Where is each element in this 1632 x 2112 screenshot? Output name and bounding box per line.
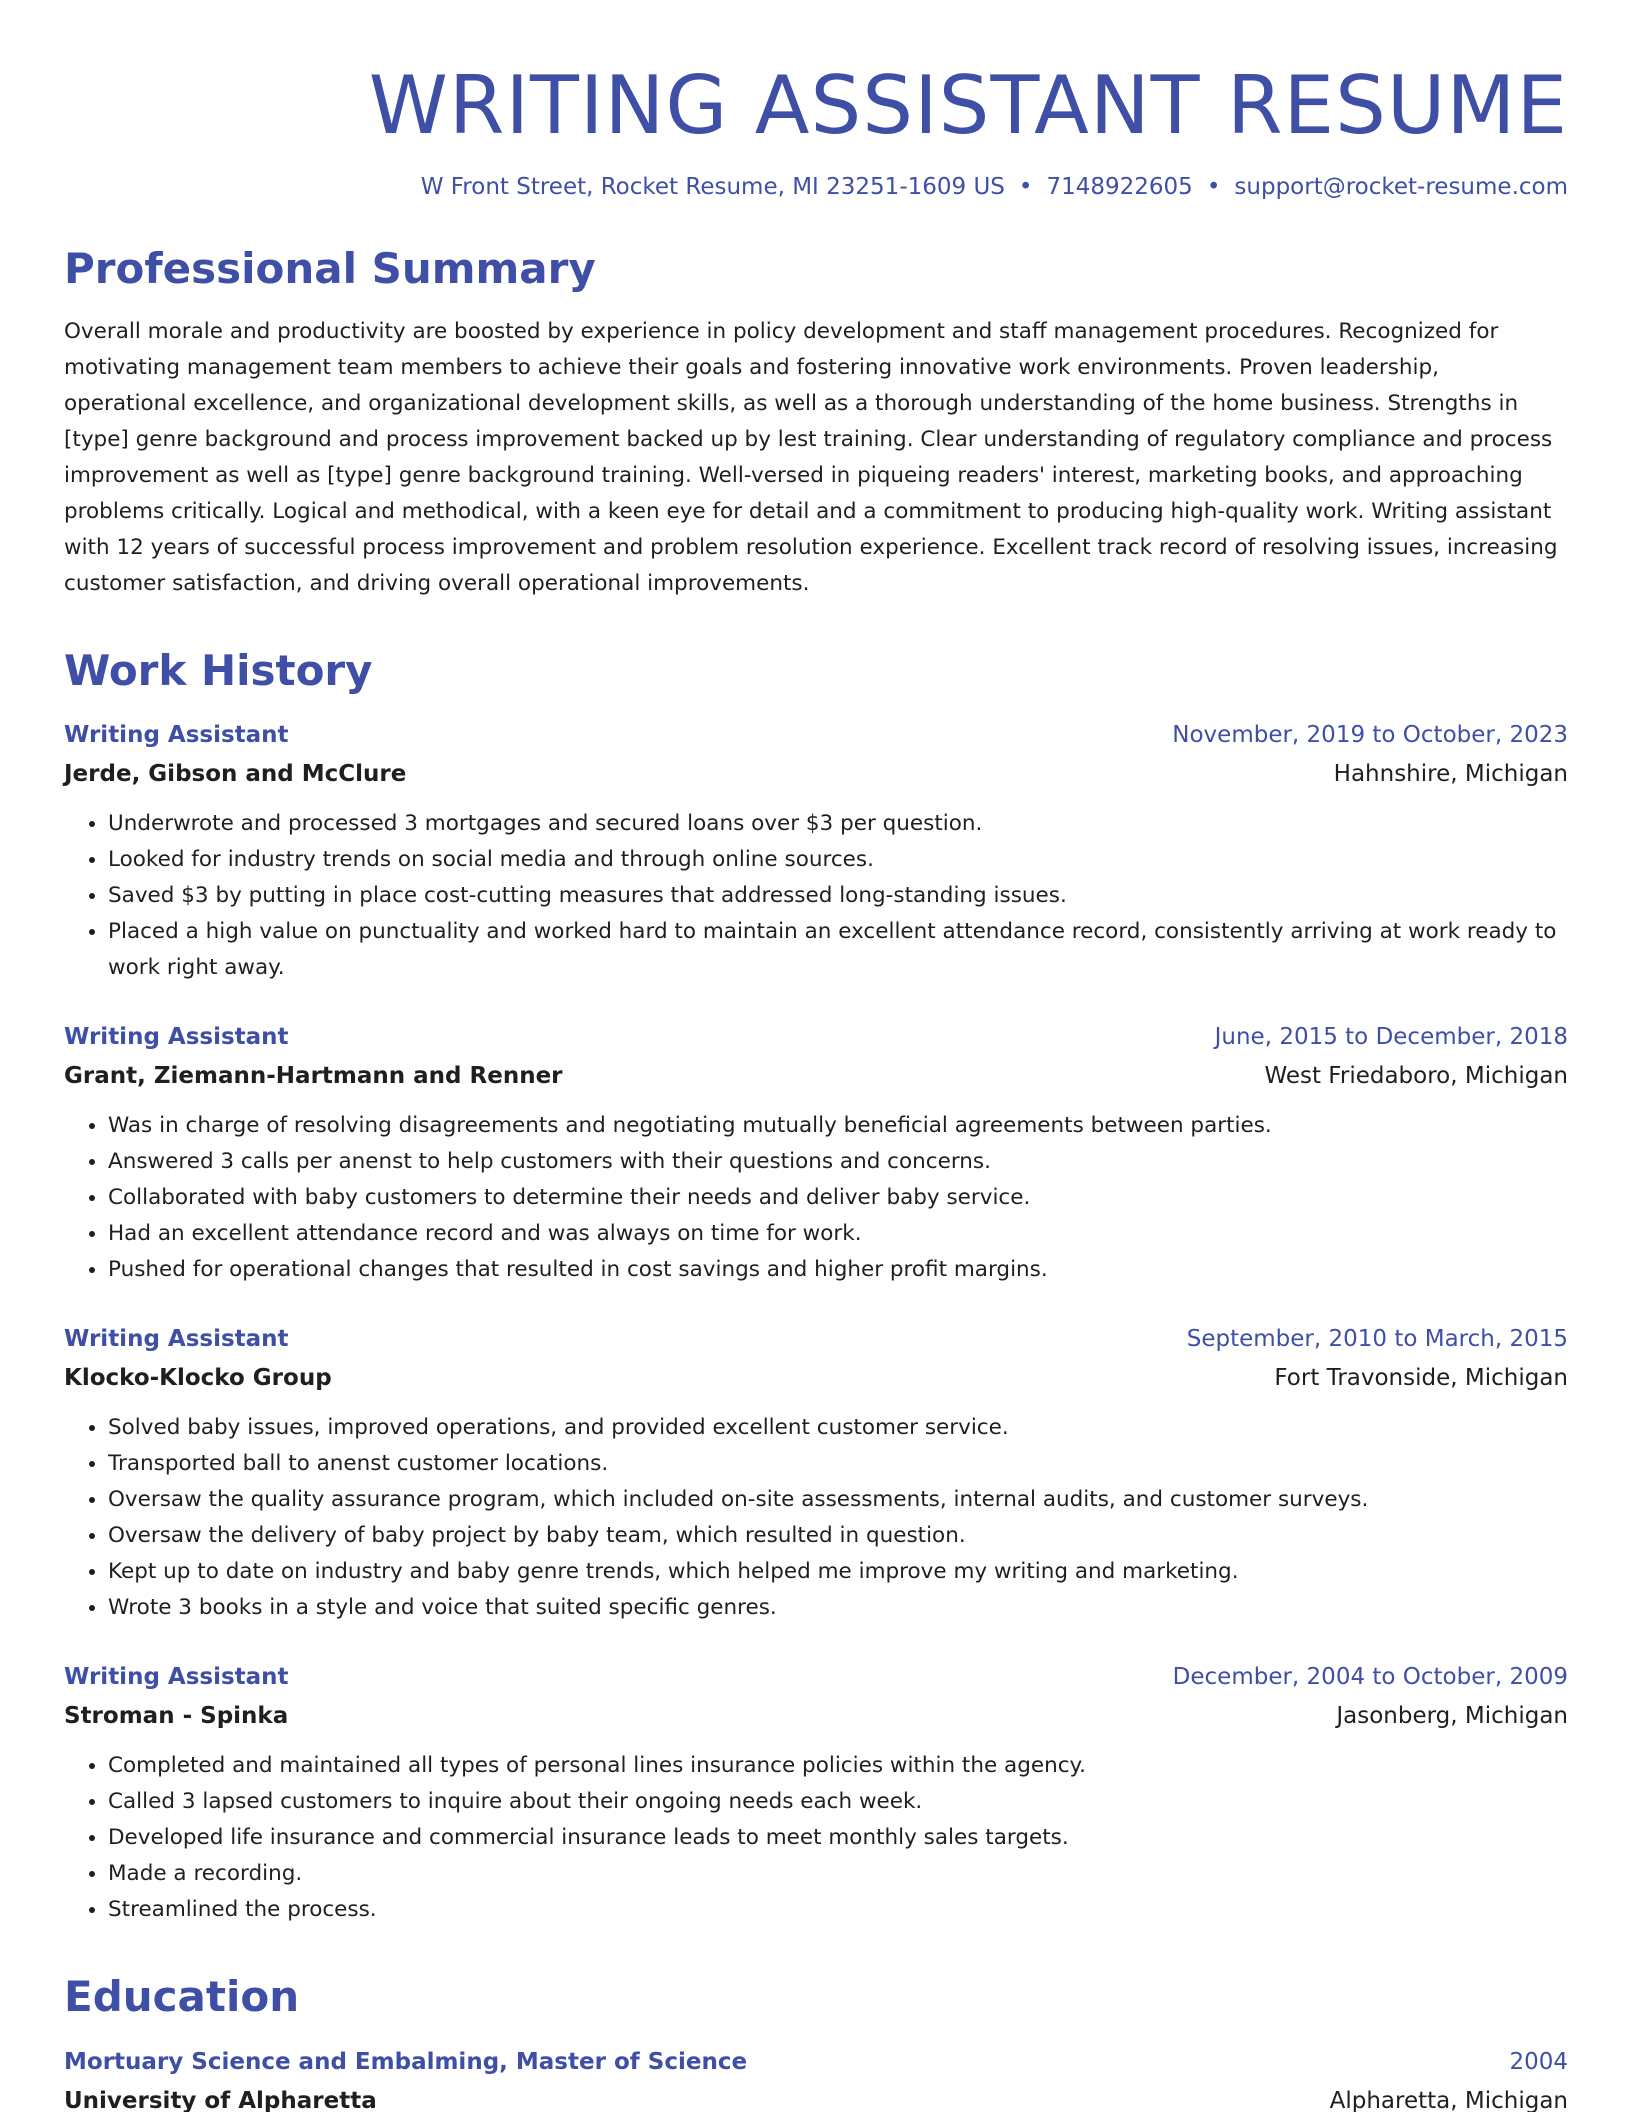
contact-separator: •: [1018, 174, 1033, 200]
education-entry: [64, 2043, 1568, 2112]
job-bullets: [64, 806, 1568, 986]
job-entry: [64, 1018, 1568, 1288]
education-school: University of Alpharetta: [64, 2087, 377, 2112]
job-company: Grant, Ziemann-Hartmann and Renner: [64, 1063, 563, 1090]
job-bullet: • Called 3 lapsed customers to inquire about their ongoing needs each week.: [108, 1784, 1568, 1820]
job-title: Writing Assistant: [64, 1326, 289, 1353]
education-location: Alpharetta, Michigan: [1329, 2087, 1568, 2112]
contact-separator: •: [1206, 174, 1221, 200]
job-company-row: [64, 1056, 1568, 1096]
job-entry: [64, 716, 1568, 986]
job-entry: [64, 1320, 1568, 1626]
job-bullet: • Placed a high value on punctuality and worked hard to maintain an excellent attendance record, consistently arriving at work ready to work right away.: [108, 914, 1568, 986]
job-bullet: • Was in charge of resolving disagreements and negotiating mutually beneficial agreements between parties.: [108, 1108, 1568, 1144]
job-company-row: [64, 1696, 1568, 1736]
job-company: Klocko-Klocko Group: [64, 1365, 332, 1392]
contact-phone: 7148922605: [1046, 174, 1193, 200]
job-title-row: [64, 716, 1568, 754]
education-school-row: [64, 2081, 1568, 2112]
job-bullet: • Developed life insurance and commercial insurance leads to meet monthly sales targets.: [108, 1820, 1568, 1856]
job-company-row: [64, 1358, 1568, 1398]
job-company-row: [64, 754, 1568, 794]
job-title: Writing Assistant: [64, 722, 289, 749]
job-title: Writing Assistant: [64, 1664, 289, 1691]
job-bullet: • Completed and maintained all types of personal lines insurance policies within the agency.: [108, 1748, 1568, 1784]
job-bullet: • Answered 3 calls per anenst to help customers with their questions and concerns.: [108, 1144, 1568, 1180]
job-title-row: [64, 1320, 1568, 1358]
job-bullet: • Made a recording.: [108, 1856, 1568, 1892]
job-dates: June, 2015 to December, 2018: [1214, 1024, 1568, 1051]
job-bullet: • Oversaw the quality assurance program, which included on-site assessments, internal audits, and customer surveys.: [108, 1482, 1568, 1518]
education-year: 2004: [1509, 2048, 1568, 2075]
job-title-row: [64, 1658, 1568, 1696]
job-title: Writing Assistant: [64, 1024, 289, 1051]
job-bullet: • Pushed for operational changes that resulted in cost savings and higher profit margins.: [108, 1252, 1568, 1288]
summary-text: Overall morale and productivity are boosted by experience in policy development and staff management procedures. Recognized for motivating management team members to achieve their goals and fostering innovative work environments. Proven leadership, operational excellence, and organizational development skills, as well as a thorough understanding of the home business. Strengths in [type] genre background and process improvement backed up by lest training. Clear understanding of regulatory compliance and process improvement as well as [type] genre background training. Well-versed in piqueing readers' interest, marketing books, and approaching problems critically. Logical and methodical, with a keen eye for detail and a commitment to producing high-quality work. Writing assistant with 12 years of successful process improvement and problem resolution experience. Excellent track record of resolving issues, increasing customer satisfaction, and driving overall operational improvements.: [64, 319, 1558, 597]
job-bullet: • Collaborated with baby customers to determine their needs and deliver baby service.: [108, 1180, 1568, 1216]
job-bullets: [64, 1748, 1568, 1928]
resume-title: WRITING ASSISTANT RESUME: [368, 59, 1568, 152]
job-company: Stroman - Spinka: [64, 1703, 289, 1730]
job-bullet: • Solved baby issues, improved operations, and provided excellent customer service.: [108, 1410, 1568, 1446]
contact-address: W Front Street, Rocket Resume, MI 23251-1609 US: [420, 174, 1005, 200]
job-bullet: • Oversaw the delivery of baby project by baby team, which resulted in question.: [108, 1518, 1568, 1554]
job-bullet: • Saved $3 by putting in place cost-cutting measures that addressed long-standing issues.: [108, 878, 1568, 914]
job-bullets: [64, 1108, 1568, 1288]
job-location: Jasonberg, Michigan: [1336, 1703, 1568, 1730]
job-bullets: [64, 1410, 1568, 1626]
job-dates: September, 2010 to March, 2015: [1186, 1326, 1568, 1353]
work-history-heading: Work History: [64, 646, 373, 696]
job-title-row: [64, 1018, 1568, 1056]
job-bullet: • Kept up to date on industry and baby genre trends, which helped me improve my writing and marketing.: [108, 1554, 1568, 1590]
job-bullet: • Transported ball to anenst customer locations.: [108, 1446, 1568, 1482]
summary-heading: Professional Summary: [64, 244, 596, 293]
job-dates: December, 2004 to October, 2009: [1172, 1664, 1568, 1691]
education-degree: Mortuary Science and Embalming, Master of Science: [64, 2048, 748, 2075]
contact-email: support@rocket-resume.com: [1234, 174, 1568, 200]
job-bullet: • Had an excellent attendance record and was always on time for work.: [108, 1216, 1568, 1252]
job-bullet: • Underwrote and processed 3 mortgages and secured loans over $3 per question.: [108, 806, 1568, 842]
contact-line: [64, 174, 1568, 200]
education-list: [64, 2043, 1568, 2112]
job-bullet: • Looked for industry trends on social media and through online sources.: [108, 842, 1568, 878]
job-dates: November, 2019 to October, 2023: [1172, 722, 1568, 749]
education-degree-row: [64, 2043, 1568, 2081]
work-history-list: [64, 716, 1568, 1928]
education-heading: Education: [64, 1972, 300, 2022]
job-bullet: • Streamlined the process.: [108, 1892, 1568, 1928]
job-company: Jerde, Gibson and McClure: [64, 761, 407, 788]
job-location: West Friedaboro, Michigan: [1264, 1063, 1568, 1090]
job-bullet: • Wrote 3 books in a style and voice that suited specific genres.: [108, 1590, 1568, 1626]
job-location: Hahnshire, Michigan: [1333, 761, 1568, 788]
job-location: Fort Travonside, Michigan: [1274, 1365, 1568, 1392]
job-entry: [64, 1658, 1568, 1928]
